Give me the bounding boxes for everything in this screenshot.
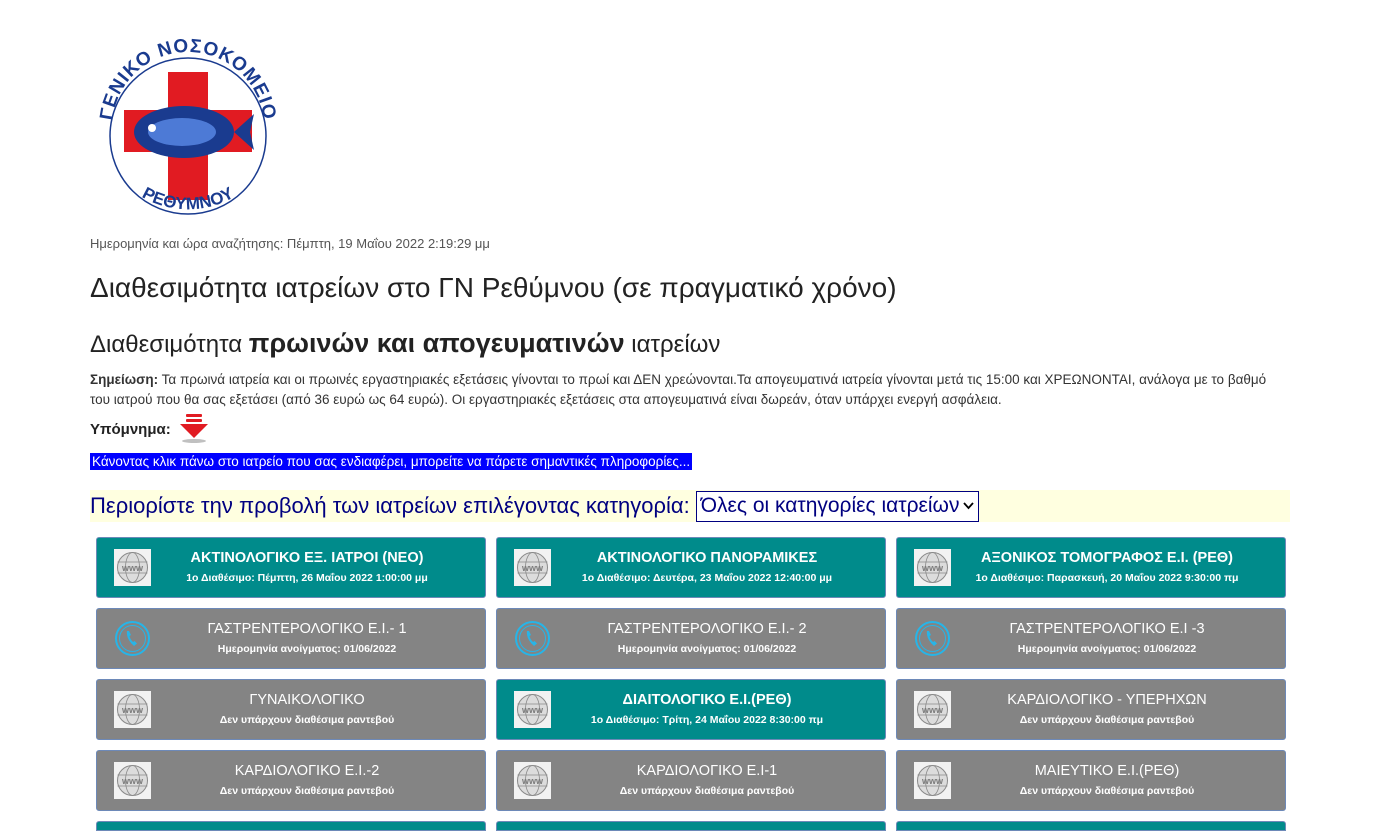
clinic-name: ΔΙΑΙΤΟΛΟΓΙΚΟ Ε.Ι.(ΡΕΘ): [622, 692, 792, 708]
page-title: Διαθεσιμότητα ιατρείων στο ΓΝ Ρεθύμνου (σε πραγματικό χρόνο): [90, 272, 897, 303]
category-filter-bar: [90, 490, 1290, 522]
subtitle-post: ιατρείων: [624, 331, 721, 358]
clinic-name: ΓΥΝΑΙΚΟΛΟΓΙΚΟ: [249, 692, 365, 708]
clinic-card-text: [97, 762, 485, 799]
www-globe-icon: [514, 691, 551, 728]
svg-text:www: www: [921, 705, 944, 715]
clinic-card-partial[interactable]: [496, 821, 886, 831]
www-globe-icon: [914, 691, 951, 728]
clinic-availability: 1ο Διαθέσιμο: Παρασκευή, 20 Μαΐου 2022 9:30:00 πμ: [975, 572, 1239, 584]
clinic-name: ΚΑΡΔΙΟΛΟΓΙΚΟ - ΥΠΕΡΗΧΩΝ: [1007, 692, 1207, 708]
clinic-card[interactable]: [96, 537, 486, 598]
clinic-availability: Ημερομηνία ανοίγματος: 01/06/2022: [217, 643, 397, 655]
clinic-availability: Ημερομηνία ανοίγματος: 01/06/2022: [1017, 643, 1197, 655]
clinic-availability: Δεν υπάρχουν διαθέσιμα ραντεβού: [619, 785, 795, 797]
svg-text:www: www: [121, 563, 144, 573]
clinic-name: ΚΑΡΔΙΟΛΟΓΙΚΟ Ε.Ι-1: [636, 763, 778, 779]
clinic-card-text: [497, 620, 885, 657]
clinic-card-partial[interactable]: [896, 821, 1286, 831]
clinic-card-text: [897, 762, 1285, 799]
logo-bottom-text: ΡΕΘΥΜΝΟΥ: [139, 183, 237, 214]
logo-top-text: ΓΕΝΙΚΟ ΝΟΣΟΚΟΜΕΙΟ: [96, 35, 280, 122]
clinic-availability: 1ο Διαθέσιμο: Πέμπτη, 26 Μαΐου 2022 1:00:00 μμ: [186, 572, 428, 584]
www-globe-icon: [914, 762, 951, 799]
hospital-logo: [90, 28, 286, 228]
clinic-name: ΓΑΣΤΡΕΝΤΕΡΟΛΟΓΙΚΟ Ε.Ι.- 1: [207, 621, 407, 637]
svg-text:www: www: [521, 776, 544, 786]
category-select[interactable]: [696, 491, 980, 522]
phone-icon: [114, 620, 151, 657]
clinic-card-text: [97, 691, 485, 728]
clinic-grid-next-row: [96, 821, 1286, 831]
clinic-name: ΑΞΟΝΙΚΟΣ ΤΟΜΟΓΡΑΦΟΣ Ε.Ι. (ΡΕΘ): [981, 550, 1233, 566]
clinic-card[interactable]: [96, 750, 486, 811]
note-text: Τα πρωινά ιατρεία και οι πρωινές εργαστηριακές εξετάσεις γίνονται το πρωί και ΔΕΝ χρεώνονται.Τα απογευματινά ιατρεία γίνονται μετά τις 15:00 και ΧΡΕΩΝΟΝΤΑΙ, ανάλογα με το βαθμό του ιατρού που θα σας εξετάσει (από 36 ευρώ ως 64 ευρώ). Οι εργαστηριακές εξετάσεις στα απογευματινά είναι δωρεάν, όταν υπάρχει ενεργή ασφάλεια.: [90, 372, 1267, 407]
clinic-card[interactable]: [496, 537, 886, 598]
note-label: Σημείωση:: [90, 372, 159, 387]
clinic-availability: Δεν υπάρχουν διαθέσιμα ραντεβού: [1019, 714, 1195, 726]
legend: [90, 414, 211, 444]
clinic-availability: 1ο Διαθέσιμο: Τρίτη, 24 Μαΐου 2022 8:30:00 πμ: [590, 714, 824, 726]
www-globe-icon: [514, 762, 551, 799]
clinic-card[interactable]: [96, 608, 486, 669]
clinic-card[interactable]: [496, 750, 886, 811]
clinic-availability: Δεν υπάρχουν διαθέσιμα ραντεβού: [219, 785, 395, 797]
filter-label: Περιορίστε την προβολή των ιατρείων επιλέγοντας κατηγορία:: [90, 493, 690, 518]
clinic-card[interactable]: [96, 679, 486, 740]
clinic-availability: 1ο Διαθέσιμο: Δευτέρα, 23 Μαΐου 2022 12:40:00 μμ: [581, 572, 833, 584]
click-hint-link[interactable]: Κάνοντας κλικ πάνω στο ιατρείο που σας ενδιαφέρει, μπορείτε να πάρετε σημαντικές πληροφορίες...: [92, 454, 691, 469]
category-select-value: Όλες οι κατηγορίες ιατρείων: [700, 494, 960, 517]
clinic-name: ΑΚΤΙΝΟΛΟΓΙΚΟ ΠΑΝΟΡΑΜΙΚΕΣ: [596, 550, 818, 566]
clinic-card[interactable]: [496, 679, 886, 740]
clinic-name: ΚΑΡΔΙΟΛΟΓΙΚΟ Ε.Ι.-2: [234, 763, 380, 779]
search-timestamp: Ημερομηνία και ώρα αναζήτησης: Πέμπτη, 19 Μαΐου 2022 2:19:29 μμ: [90, 236, 490, 251]
clinic-name: ΑΚΤΙΝΟΛΟΓΙΚΟ ΕΞ. ΙΑΤΡΟΙ (ΝΕΟ): [190, 550, 424, 566]
svg-text:www: www: [121, 705, 144, 715]
clinic-card[interactable]: [896, 750, 1286, 811]
page-subtitle: [90, 328, 720, 359]
www-globe-icon: [914, 549, 951, 586]
clinic-name: ΓΑΣΤΡΕΝΤΕΡΟΛΟΓΙΚΟ Ε.Ι -3: [1009, 621, 1205, 637]
legend-label: Υπόμνημα:: [90, 420, 171, 438]
clinic-card-text: [497, 691, 885, 728]
svg-text:www: www: [921, 563, 944, 573]
clinic-name: ΜΑΙΕΥΤΙΚΟ Ε.Ι.(ΡΕΘ): [1034, 763, 1180, 779]
clinic-card-text: [497, 549, 885, 586]
www-globe-icon: [114, 691, 151, 728]
svg-text:www: www: [521, 563, 544, 573]
www-globe-icon: [114, 549, 151, 586]
www-globe-icon: [114, 762, 151, 799]
red-down-arrow-icon: [177, 414, 211, 444]
clinic-availability: Ημερομηνία ανοίγματος: 01/06/2022: [617, 643, 797, 655]
svg-text:www: www: [921, 776, 944, 786]
clinic-name: ΓΑΣΤΡΕΝΤΕΡΟΛΟΓΙΚΟ Ε.Ι.- 2: [607, 621, 807, 637]
clinic-availability: Δεν υπάρχουν διαθέσιμα ραντεβού: [1019, 785, 1195, 797]
svg-text:www: www: [121, 776, 144, 786]
svg-text:www: www: [521, 705, 544, 715]
clinic-card[interactable]: [896, 608, 1286, 669]
clinic-card-partial[interactable]: [96, 821, 486, 831]
clinic-card[interactable]: [896, 537, 1286, 598]
subtitle-pre: Διαθεσιμότητα: [90, 331, 249, 358]
clinic-card-text: [897, 620, 1285, 657]
chevron-down-icon: [963, 502, 974, 510]
clinic-card-text: [97, 620, 485, 657]
clinic-card-text: [97, 549, 485, 586]
clinic-card-text: [497, 762, 885, 799]
subtitle-bold: πρωινών και απογευματινών: [248, 328, 625, 358]
www-globe-icon: [514, 549, 551, 586]
note-paragraph: [90, 370, 1280, 410]
clinic-card-text: [897, 549, 1285, 586]
phone-icon: [914, 620, 951, 657]
clinic-grid: [96, 537, 1286, 811]
clinic-card[interactable]: [496, 608, 886, 669]
phone-icon: [514, 620, 551, 657]
clinic-availability: Δεν υπάρχουν διαθέσιμα ραντεβού: [219, 714, 395, 726]
clinic-card-text: [897, 691, 1285, 728]
clinic-card[interactable]: [896, 679, 1286, 740]
